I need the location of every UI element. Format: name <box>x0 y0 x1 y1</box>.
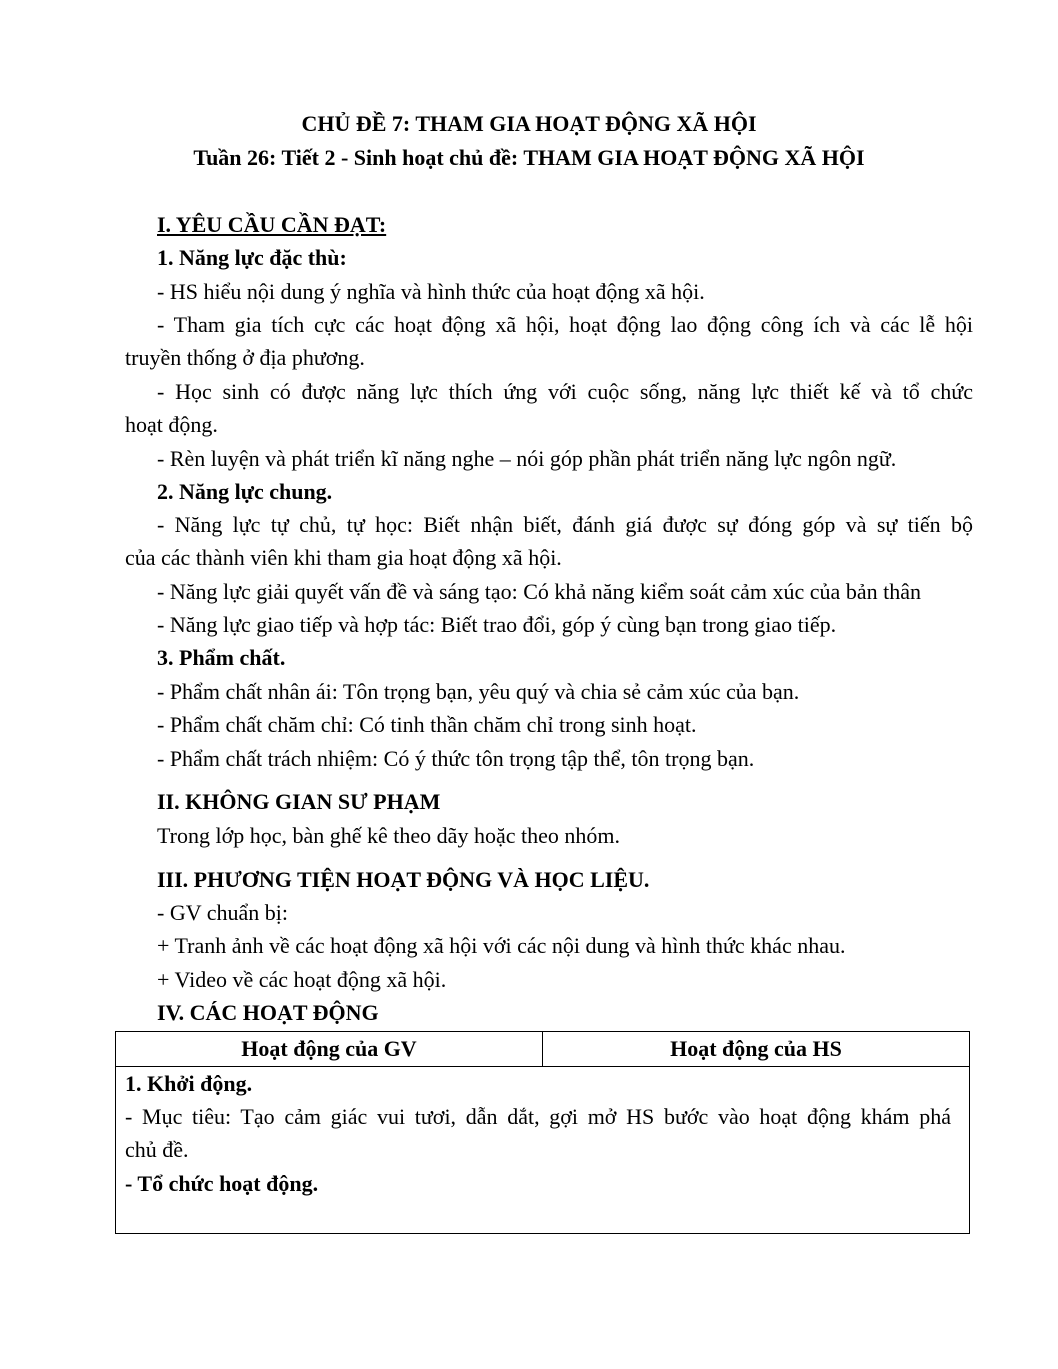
subsection-1-3-heading: 3. Phẩm chất. <box>157 645 286 670</box>
activities-table <box>115 1031 970 1234</box>
paragraph: - HS hiểu nội dung ý nghĩa và hình thức của hoạt động xã hội. <box>157 279 705 304</box>
table-header-row <box>116 1032 970 1067</box>
paragraph: - Năng lực giao tiếp và hợp tác: Biết trao đổi, góp ý cùng bạn trong giao tiếp. <box>157 612 837 637</box>
table-row <box>116 1067 970 1234</box>
activity-title: 1. Khởi động. <box>125 1071 253 1096</box>
paragraph: - Tham gia tích cực các hoạt động xã hội, hoạt động lao động công ích và các lễ hội <box>157 312 973 337</box>
paragraph: - Phẩm chất chăm chỉ: Có tinh thần chăm chỉ trong sinh hoạt. <box>157 712 697 737</box>
paragraph-continuation: truyền thống ở địa phương. <box>125 345 365 370</box>
section-4-heading: IV. CÁC HOẠT ĐỘNG <box>157 1000 379 1025</box>
activity-organize: - Tổ chức hoạt động. <box>125 1171 319 1196</box>
section-2-heading: II. KHÔNG GIAN SƯ PHẠM <box>157 789 441 814</box>
topic-title: CHỦ ĐỀ 7: THAM GIA HOẠT ĐỘNG XÃ HỘI <box>301 111 757 136</box>
table-cell <box>116 1067 970 1234</box>
lesson-title: Tuần 26: Tiết 2 - Sinh hoạt chủ đề: THAM GIA HOẠT ĐỘNG XÃ HỘI <box>193 145 865 170</box>
paragraph: - Phẩm chất trách nhiệm: Có ý thức tôn trọng tập thể, tôn trọng bạn. <box>157 746 755 771</box>
section-3-heading: III. PHƯƠNG TIỆN HOẠT ĐỘNG VÀ HỌC LIỆU. <box>157 867 650 892</box>
paragraph: - Năng lực tự chủ, tự học: Biết nhận biết, đánh giá được sự đóng góp và sự tiến bộ <box>157 512 973 537</box>
paragraph: - GV chuẩn bị: <box>157 900 288 925</box>
column-header-gv: Hoạt động của GV <box>116 1032 543 1067</box>
paragraph: + Tranh ảnh về các hoạt động xã hội với các nội dung và hình thức khác nhau. <box>157 933 846 958</box>
paragraph: Trong lớp học, bàn ghế kê theo dãy hoặc theo nhóm. <box>157 823 620 848</box>
paragraph-continuation: của các thành viên khi tham gia hoạt động xã hội. <box>125 545 562 570</box>
paragraph: - Phẩm chất nhân ái: Tôn trọng bạn, yêu quý và chia sẻ cảm xúc của bạn. <box>157 679 800 704</box>
subsection-1-2-heading: 2. Năng lực chung. <box>157 479 333 504</box>
paragraph: - Rèn luyện và phát triển kĩ năng nghe – nói góp phần phát triển năng lực ngôn ngữ. <box>157 446 897 471</box>
paragraph: - Học sinh có được năng lực thích ứng với cuộc sống, năng lực thiết kế và tổ chức <box>157 379 973 404</box>
activity-goal-continuation: chủ đề. <box>125 1137 189 1162</box>
section-1-heading: I. YÊU CẦU CẦN ĐẠT: <box>157 212 387 237</box>
column-header-hs: Hoạt động của HS <box>543 1032 970 1067</box>
paragraph: - Năng lực giải quyết vấn đề và sáng tạo: Có khả năng kiểm soát cảm xúc của bản thân <box>157 579 921 604</box>
paragraph-continuation: hoạt động. <box>125 412 218 437</box>
activity-goal: - Mục tiêu: Tạo cảm giác vui tươi, dẫn dắt, gợi mở HS bước vào hoạt động khám phá <box>125 1104 951 1129</box>
subsection-1-1-heading: 1. Năng lực đặc thù: <box>157 245 347 270</box>
paragraph: + Video về các hoạt động xã hội. <box>157 967 447 992</box>
